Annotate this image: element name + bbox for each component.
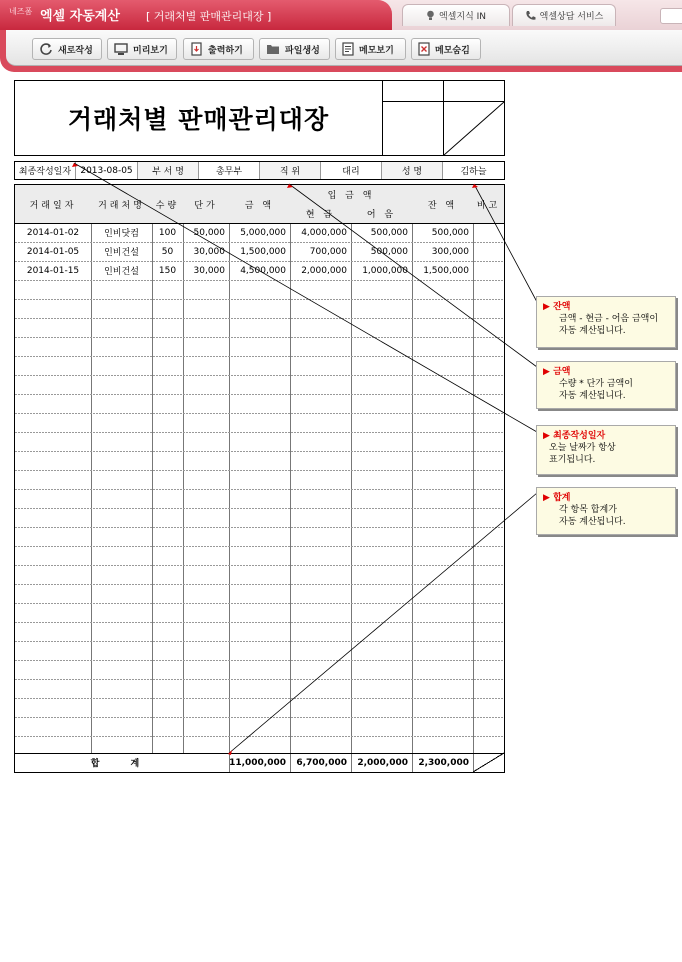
document-title: [ 거래처별 판매관리대장 ]	[146, 10, 272, 23]
preview-button-label: 미리보기	[133, 45, 168, 56]
total-amount: 11,000,000	[229, 757, 286, 768]
table-cell-client[interactable]: 인비건설	[104, 248, 139, 258]
header-bill: 어 음	[351, 204, 412, 223]
header-cash: 현 금	[290, 204, 351, 223]
table-cell-price[interactable]: 30,000	[193, 246, 225, 257]
callout-last-date-title: ▶ 최종작성일자	[543, 431, 606, 441]
table-cell-qty[interactable]: 100	[158, 227, 177, 238]
show-memo-button-label: 메모보기	[359, 45, 394, 56]
table-cell-date[interactable]: 2014-01-05	[26, 246, 80, 257]
callout-amount	[536, 361, 676, 409]
table-cell-bill[interactable]: 500,000	[370, 246, 408, 257]
header-amount: 금 액	[229, 185, 290, 223]
table-cell-balance[interactable]: 1,500,000	[423, 265, 469, 276]
dept-label: 부 서 명	[138, 162, 199, 179]
table-cell-date[interactable]: 2014-01-02	[26, 227, 80, 238]
table-cell-date[interactable]: 2014-01-15	[26, 265, 80, 276]
table-cell-client[interactable]: 인비건설	[104, 267, 139, 277]
total-label: 합 계	[90, 759, 154, 769]
callout-balance-title: ▶ 잔액	[543, 302, 571, 312]
last-date-value[interactable]: 2013-08-05	[76, 162, 138, 179]
callout-balance-line-1: 금액 - 현금 - 어음 금액이	[559, 314, 659, 324]
position-value[interactable]: 대리	[321, 162, 382, 179]
table-cell-balance[interactable]: 300,000	[431, 246, 469, 257]
callout-last-date-line-2: 표기됩니다.	[549, 455, 596, 465]
table-cell-balance[interactable]: 500,000	[431, 227, 469, 238]
table-cell-amount[interactable]: 4,500,000	[240, 265, 286, 276]
callout-last-date-line-1: 오늘 날짜가 항상	[549, 443, 616, 453]
table-cell-qty[interactable]: 50	[161, 246, 174, 257]
sheet-title: 거래처별 판매관리대장	[67, 105, 330, 134]
table-cell-bill[interactable]: 1,000,000	[362, 265, 408, 276]
callout-balance	[536, 296, 676, 348]
create-file-button-label: 파일생성	[285, 45, 320, 56]
table-cell-amount[interactable]: 5,000,000	[240, 227, 286, 238]
header-client: 거래처명	[91, 185, 152, 223]
table-cell-bill[interactable]: 500,000	[370, 227, 408, 238]
table-cell-cash[interactable]: 700,000	[309, 246, 347, 257]
excel-knowledge-label: 엑셀지식 IN	[438, 12, 487, 22]
print-button-label: 출력하기	[208, 45, 243, 56]
callout-amount-title: ▶ 금액	[543, 367, 571, 377]
header-payment: 입 금 액	[290, 185, 412, 204]
total-balance: 2,300,000	[418, 757, 469, 768]
header-price: 단가	[183, 185, 229, 223]
header-balance: 잔 액	[412, 185, 473, 223]
table-cell-amount[interactable]: 1,500,000	[240, 246, 286, 257]
callout-total-title: ▶ 합계	[543, 493, 571, 503]
callout-total	[536, 487, 676, 535]
header-qty: 수량	[152, 185, 183, 223]
callout-total-line-1: 각 항목 합계가	[559, 505, 617, 515]
table-cell-price[interactable]: 30,000	[193, 265, 225, 276]
excel-consult-label: 엑셀상담 서비스	[539, 12, 604, 22]
callout-last-date	[536, 425, 676, 475]
header-date: 거래일자	[15, 185, 91, 223]
table-cell-qty[interactable]: 150	[158, 265, 177, 276]
table-cell-client[interactable]: 인비닷컴	[104, 229, 139, 239]
callout-amount-line-2: 자동 계산됩니다.	[559, 391, 626, 401]
callout-balance-line-2: 자동 계산됩니다.	[559, 326, 626, 336]
brand-small-label: 네즈폼	[9, 7, 33, 16]
table-cell-cash[interactable]: 4,000,000	[301, 227, 347, 238]
total-cash: 6,700,000	[296, 757, 347, 768]
last-date-label: 최종작성일자	[15, 162, 76, 179]
brand-name: 엑셀 자동계산	[40, 9, 120, 24]
callout-total-line-2: 자동 계산됩니다.	[559, 517, 626, 527]
hide-memo-button-label: 메모숨김	[435, 45, 470, 56]
table-cell-cash[interactable]: 2,000,000	[301, 265, 347, 276]
dept-value[interactable]: 총무부	[199, 162, 260, 179]
name-value[interactable]: 김하늘	[460, 167, 487, 177]
header-note: 비고	[473, 185, 504, 223]
new-button-label: 새로작성	[58, 45, 93, 56]
table-cell-price[interactable]: 50,000	[193, 227, 225, 238]
total-bill: 2,000,000	[357, 757, 408, 768]
name-label: 성 명	[382, 162, 443, 179]
position-label: 직 위	[260, 162, 321, 179]
callout-amount-line-1: 수량 * 단가 금액이	[559, 379, 633, 389]
